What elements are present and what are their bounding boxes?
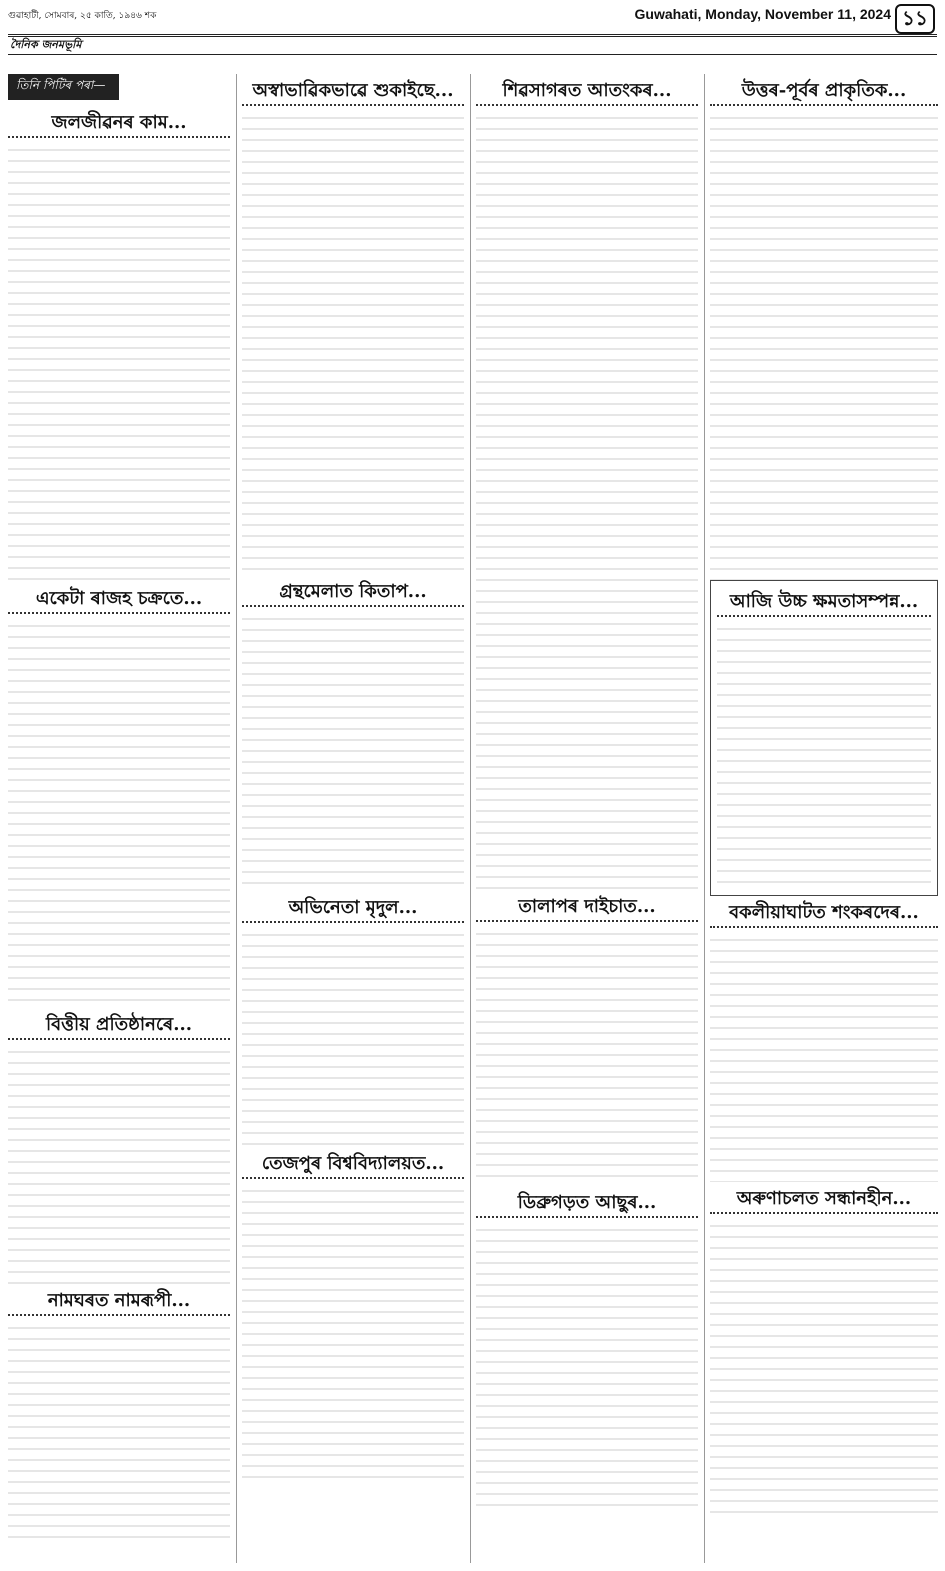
article-title: বকলীয়াঘাটত শংকৰদেৰ...: [710, 902, 938, 928]
article-title: উত্তৰ-পূৰ্বৰ প্ৰাকৃতিক...: [710, 80, 938, 106]
article-body: [476, 1222, 698, 1512]
column-2: [242, 74, 464, 1564]
article-title: নামঘৰত নামৰূপী...: [8, 1290, 230, 1316]
article-body: [710, 110, 938, 580]
article-body: [8, 142, 230, 582]
column-divider: [704, 74, 705, 1563]
article-title: জলজীৱনৰ কাম...: [8, 112, 230, 138]
article-title: একেটা ৰাজহ চক্ৰতে...: [8, 588, 230, 614]
page-number: ১১: [895, 4, 935, 34]
article-title: শিৱসাগৰত আতংকৰ...: [476, 80, 698, 106]
column-divider: [470, 74, 471, 1563]
newspaper-brand: দৈনিক জনমভূমি: [10, 38, 82, 51]
article-title: অৰুণাচলত সন্ধানহীন...: [710, 1188, 938, 1214]
column-divider: [236, 74, 237, 1563]
article-body: [242, 1183, 464, 1483]
header-underline: [8, 54, 937, 55]
article-title: তালাপৰ দাইচাত...: [476, 896, 698, 922]
article-body: [242, 110, 464, 575]
article-title: ডিব্ৰুগড়ত আছুৰ...: [476, 1192, 698, 1218]
article-title: অস্বাভাৱিকভাৱে শুকাইছে...: [242, 80, 464, 106]
article-title: বিত্তীয় প্ৰতিষ্ঠানৰে...: [8, 1014, 230, 1040]
article-body: [8, 1044, 230, 1284]
article-body: [476, 110, 698, 890]
column-4: [710, 74, 938, 1564]
dateline-local: গুৱাহাটী, সোমবাৰ, ২৫ কাতি, ১৯৪৬ শক: [8, 11, 157, 21]
boxed-article: [710, 580, 938, 896]
article-title: গ্ৰন্থমেলাত কিতাপ...: [242, 581, 464, 607]
article-body: [8, 1320, 230, 1540]
header-rule: [8, 34, 937, 37]
article-title: তেজপুৰ বিশ্ববিদ্যালয়ত...: [242, 1153, 464, 1179]
article-body: [710, 932, 938, 1182]
column-3: [476, 74, 698, 1564]
article-body: [242, 611, 464, 891]
section-label: তিনি পিটিৰ পৰা—: [8, 74, 119, 100]
dateline-english: Guwahati, Monday, November 11, 2024: [634, 6, 891, 22]
page-header: [8, 4, 937, 68]
article-body: [710, 1218, 938, 1518]
article-title: অভিনেতা মৃদুল...: [242, 897, 464, 923]
column-1: [8, 74, 230, 1564]
article-body: [717, 621, 931, 891]
article-body: [242, 927, 464, 1147]
article-body: [476, 926, 698, 1186]
article-body: [8, 618, 230, 1008]
article-title: আজি উচ্চ ক্ষমতাসম্পন্ন...: [717, 591, 931, 617]
